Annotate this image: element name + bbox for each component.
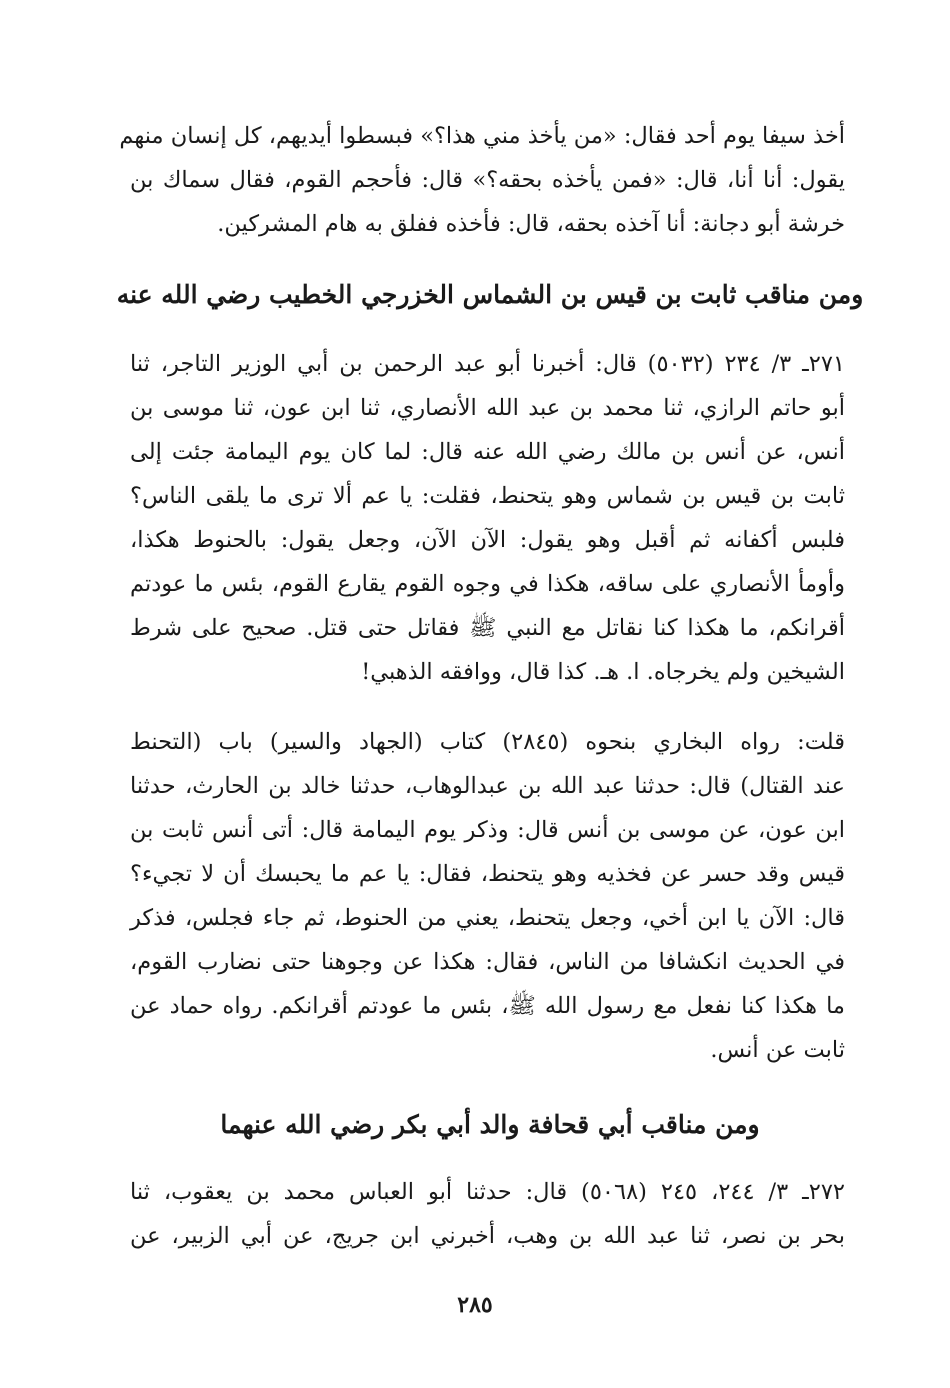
text-line: قال: الآن يا ابن أخي، وجعل يتحنط، يعني من الحنوط، ثم جاء فجلس، فذكر xyxy=(130,905,845,931)
text-line: الشيخين ولم يخرجاه. ا. هـ. كذا قال، ووافقه الذهبي! xyxy=(361,659,845,685)
section-heading: ومن مناقب أبي قحافة والد أبي بكر رضي الله عنهما xyxy=(220,1110,760,1139)
commentary-paragraph xyxy=(130,720,845,1072)
hadith-272-paragraph xyxy=(130,1170,845,1258)
text-line: خرشة أبو دجانة: أنا آخذه بحقه، قال: فأخذه ففلق به هام المشركين. xyxy=(217,211,845,237)
paragraph-lines xyxy=(130,1170,845,1258)
text-line: قلت: رواه البخاري بنحوه (٢٨٤٥) كتاب (الجهاد والسير) باب (التحنط xyxy=(130,729,845,755)
text-line: ٢٧٢ـ ٣/ ٢٤٤، ٢٤٥ (٥٠٦٨) قال: حدثنا أبو العباس محمد بن يعقوب، ثنا xyxy=(130,1179,846,1205)
text-line: قيس وقد حسر عن فخذيه وهو يتحنط، فقال: يا عم ما يحبسك أن لا تجيء؟ xyxy=(130,861,845,887)
text-line: ثابت بن قيس بن شماس وهو يتحنط، فقلت: يا عم ألا ترى ما يلقى الناس؟ xyxy=(130,483,845,509)
hadith-271-paragraph xyxy=(130,342,845,694)
page-number: ٢٨٥ xyxy=(457,1292,493,1318)
section-heading: ومن مناقب ثابت بن قيس بن الشماس الخزرجي الخطيب رضي الله عنه xyxy=(116,280,864,309)
paragraph-lines xyxy=(130,720,845,1072)
text-line: ثابت عن أنس. xyxy=(710,1037,845,1063)
paragraph-lines xyxy=(119,114,845,246)
text-line: أقرانكم، ما هكذا كنا نقاتل مع النبي ﷺ فقاتل حتى قتل. صحيح على شرط xyxy=(130,615,845,641)
text-line: أبو حاتم الرازي، ثنا محمد بن عبد الله الأنصاري، ثنا ابن عون، ثنا موسى بن xyxy=(130,395,845,421)
paragraph-lines xyxy=(130,342,845,694)
text-line: ما هكذا كنا نفعل مع رسول الله ﷺ، بئس ما عودتم أقرانكم. رواه حماد عن xyxy=(130,993,845,1019)
text-line: بحر بن نصر، ثنا عبد الله بن وهب، أخبرني ابن جريج، عن أبي الزبير، عن xyxy=(130,1223,845,1249)
text-line: وأومأ الأنصاري على ساقه، هكذا في وجوه القوم يقارع القوم، بئس ما عودتم xyxy=(130,571,845,597)
text-line: ٢٧١ـ ٣/ ٢٣٤ (٥٠٣٢) قال: أخبرنا أبو عبد الرحمن بن أبي الوزير التاجر، ثنا xyxy=(130,351,845,377)
text-line: فلبس أكفانه ثم أقبل وهو يقول: الآن الآن، وجعل يقول: بالحنوط هكذا، xyxy=(130,527,845,553)
text-line: أنس، عن أنس بن مالك رضي الله عنه قال: لما كان يوم اليمامة جئت إلى xyxy=(130,439,845,465)
text-line: أخذ سيفا يوم أحد فقال: «من يأخذ مني هذا؟» فبسطوا أيديهم، كل إنسان منهم xyxy=(119,123,845,149)
text-line: في الحديث انكشافا من الناس، فقال: هكذا عن وجوهنا حتى نضارب القوم، xyxy=(130,949,845,975)
text-line: يقول: أنا أنا، قال: «فمن يأخذه بحقه؟» قال: فأحجم القوم، فقال سماك بن xyxy=(130,167,845,193)
text-line: عند القتال) قال: حدثنا عبد الله بن عبدالوهاب، حدثنا خالد بن الحارث، حدثنا xyxy=(130,773,845,799)
paragraph-continuation xyxy=(119,114,845,246)
text-line: ابن عون، عن موسى بن أنس قال: وذكر يوم اليمامة قال: أتى أنس ثابت بن xyxy=(130,817,845,843)
